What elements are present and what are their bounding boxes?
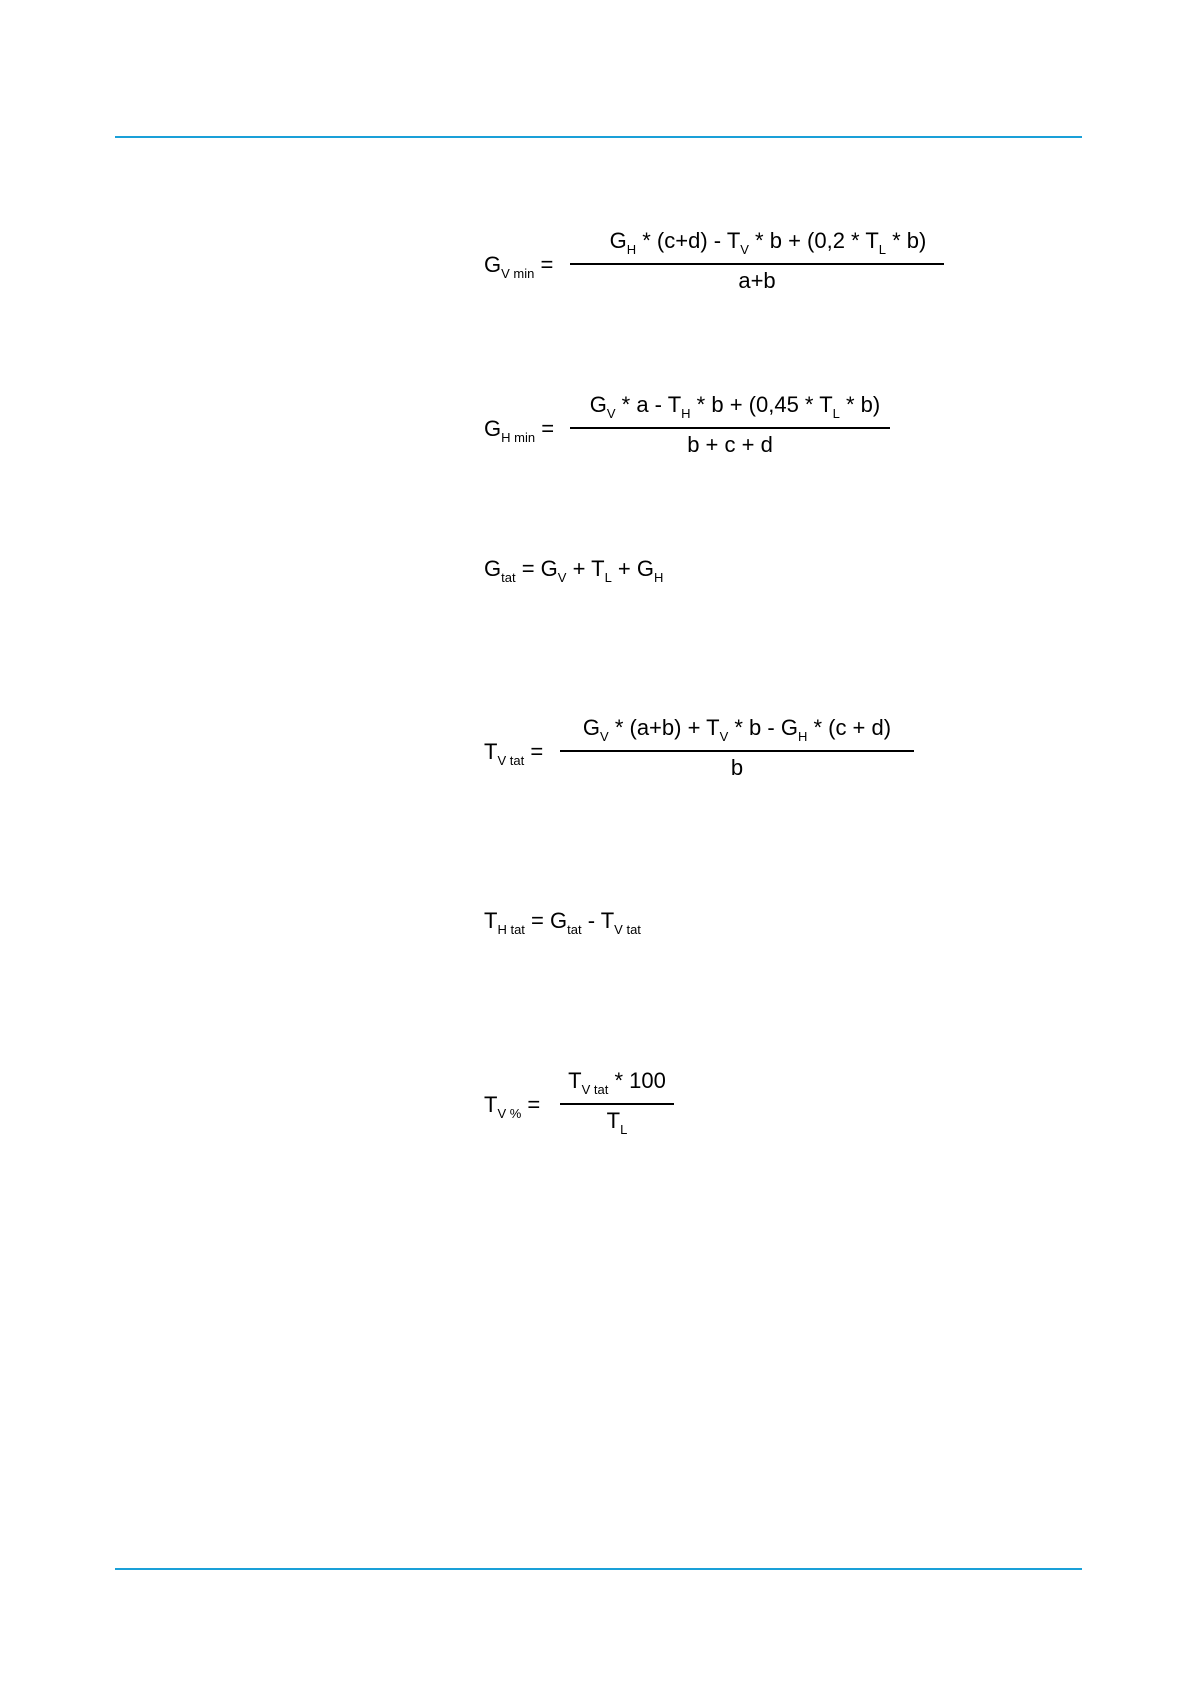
eq1-denominator: a+b (738, 268, 776, 293)
eq1-num-sub-h: H (626, 242, 637, 257)
eq4-denominator: b (730, 755, 744, 780)
eq3-sub-h: H (654, 570, 664, 585)
eq2-fraction-bar (570, 427, 890, 429)
eq3-g: G (484, 556, 502, 581)
eq2-num-t1: * a - T (615, 392, 682, 417)
eq4-equals: = (524, 739, 544, 764)
eq2-numerator (570, 392, 900, 421)
eq6-fraction-bar (560, 1103, 674, 1105)
eq4-num-sub-h: H (797, 729, 808, 744)
eq3-expression (484, 556, 664, 585)
eq5-t2: - T (581, 908, 615, 933)
eq1-num-t2: * b + (0,2 * T (748, 228, 879, 253)
eq2-num-t2: * b + (0,45 * T (690, 392, 833, 417)
eq2-lhs-symbol: G (484, 416, 502, 441)
eq1-num-sub-l: L (878, 242, 887, 257)
eq6-denominator (560, 1108, 674, 1137)
eq2-num-sub-l: L (832, 406, 840, 421)
eq1-num-t3: * b) (886, 228, 927, 253)
header-rule (115, 136, 1082, 138)
eq3-t2: + T (566, 556, 605, 581)
eq4-num-sub-v2: V (719, 729, 729, 744)
eq3-sub-l: L (604, 570, 612, 585)
eq3-t1: = G (515, 556, 558, 581)
eq4-num-sub-v: V (600, 729, 609, 744)
eq5-sub-tat: tat (567, 922, 582, 937)
eq1-num-t1: * (c+d) - T (636, 228, 741, 253)
eq2-num-sub-v: V (606, 406, 616, 421)
eq2-lhs-subscript: H min (501, 430, 536, 445)
eq2-num-sub-h: H (681, 406, 691, 421)
eq5-sub-v-tat: V tat (614, 922, 641, 937)
eq2-equals: = (535, 416, 555, 441)
eq3-t3: + G (611, 556, 654, 581)
eq1-num-sub-v: V (740, 242, 749, 257)
eq2-denominator: b + c + d (687, 432, 773, 457)
eq6-numerator (560, 1068, 674, 1097)
eq2-num-t3: * b) (839, 392, 881, 417)
eq1-equals: = (534, 252, 554, 277)
eq5-t: T (484, 908, 498, 933)
eq6-lhs (484, 1092, 541, 1121)
eq4-lhs-subscript: V tat (497, 753, 525, 768)
eq6-lhs-subscript: V % (497, 1106, 522, 1121)
eq5-sub-h-tat: H tat (497, 922, 525, 937)
eq1-fraction-bar (570, 263, 944, 265)
eq1-lhs-subscript: V min (501, 266, 535, 281)
eq4-fraction-bar (560, 750, 914, 752)
eq4-numerator (560, 715, 914, 744)
eq6-lhs-symbol: T (484, 1092, 498, 1117)
eq4-lhs-symbol: T (484, 739, 498, 764)
eq2-lhs (484, 416, 555, 445)
eq5-t1: = G (524, 908, 568, 933)
eq1-lhs-symbol: G (484, 252, 502, 277)
eq1-num-g: G (609, 228, 627, 253)
eq3-sub-tat: tat (501, 570, 516, 585)
eq6-equals: = (521, 1092, 541, 1117)
eq4-lhs (484, 739, 544, 768)
eq6-den-sub-l: L (620, 1122, 628, 1137)
eq5-expression (484, 908, 641, 937)
eq6-num-t1: * 100 (608, 1068, 666, 1093)
footer-rule (115, 1568, 1082, 1570)
eq4-num-t2: * b - G (728, 715, 798, 740)
eq4-num-g: G (582, 715, 601, 740)
eq4-num-t1: * (a+b) + T (608, 715, 720, 740)
eq6-den-t: T (606, 1108, 621, 1133)
eq2-num-g: G (589, 392, 607, 417)
eq1-lhs (484, 252, 554, 281)
eq1-numerator (578, 228, 958, 257)
eq6-num-sub-v-tat: V tat (581, 1082, 609, 1097)
eq6-num-t: T (568, 1068, 582, 1093)
eq3-sub-v: V (557, 570, 567, 585)
eq4-num-t3: * (c + d) (807, 715, 892, 740)
